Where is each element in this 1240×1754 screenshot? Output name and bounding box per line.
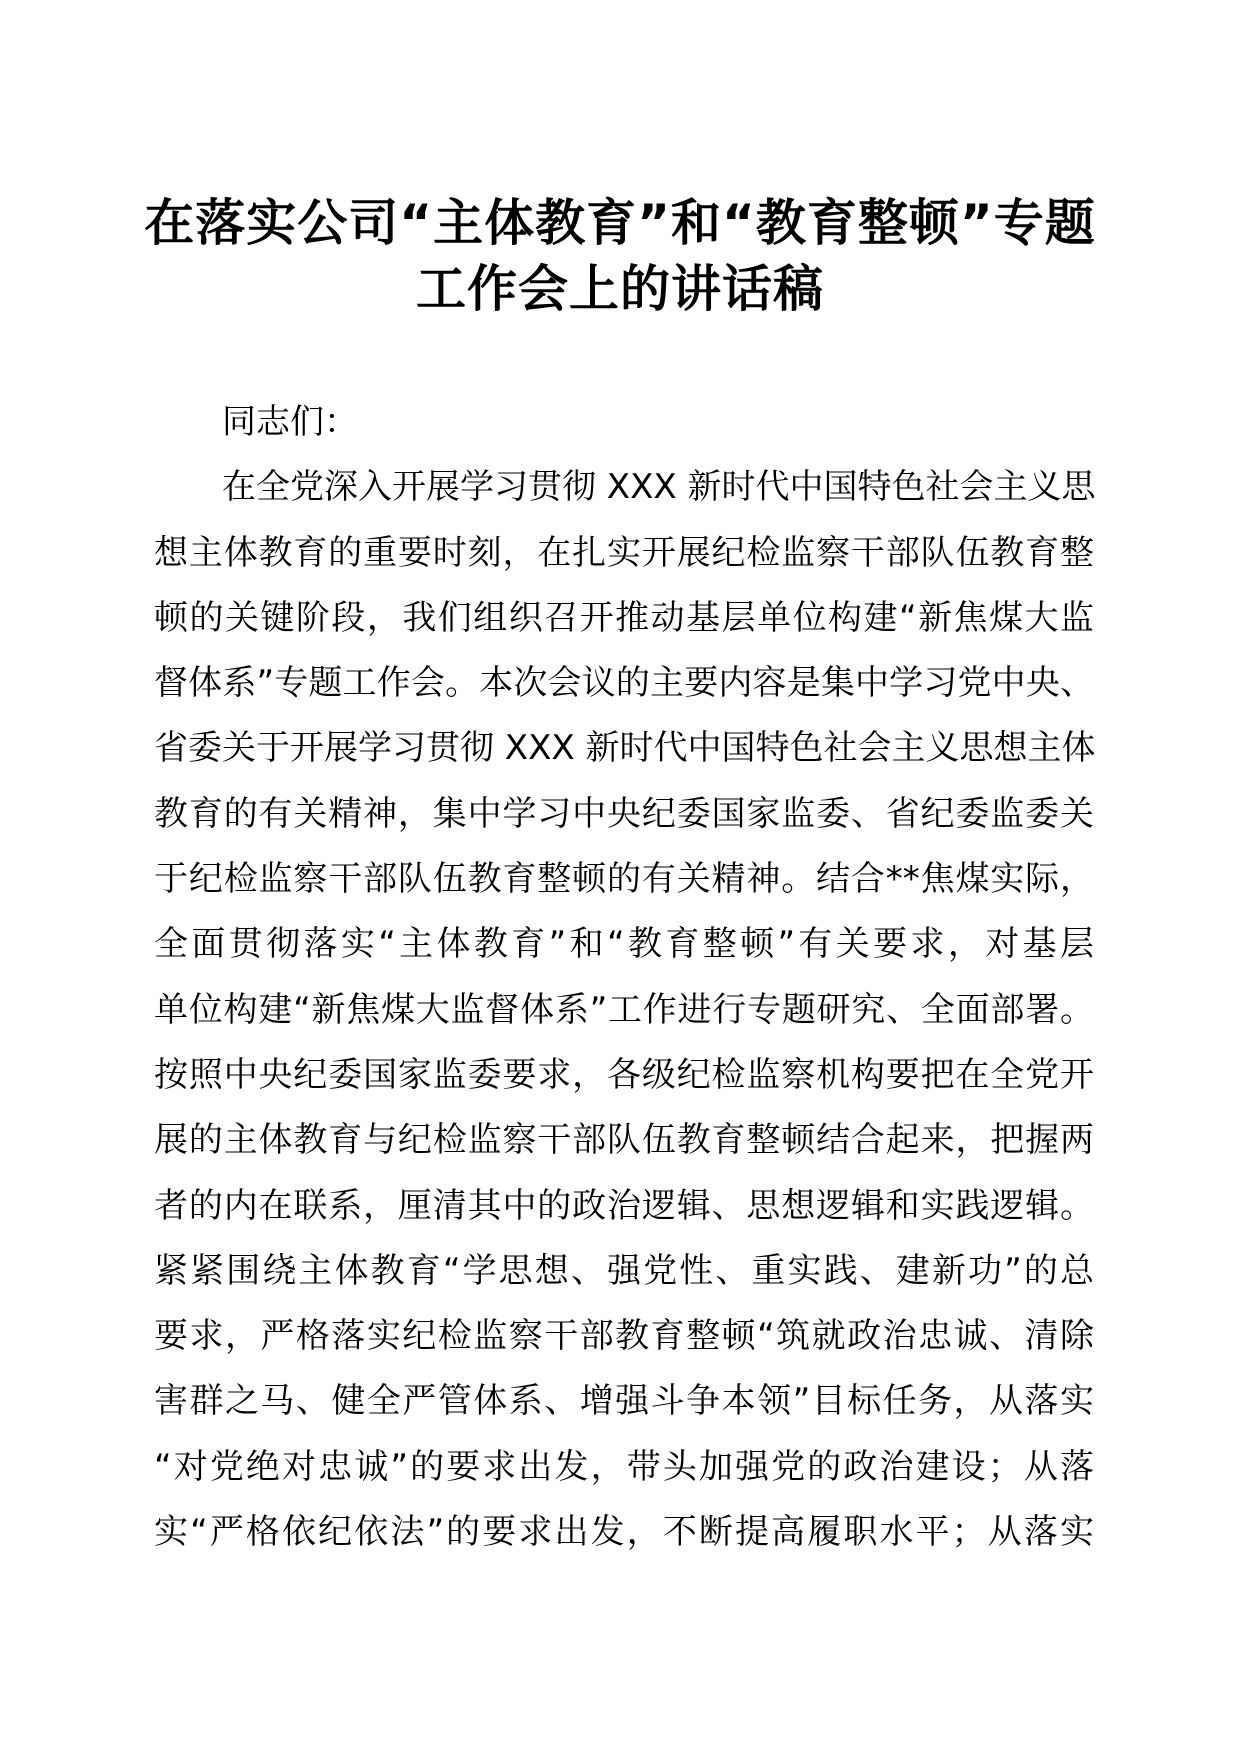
body-line: 单位构建“新焦煤大监督体系”工作进行专题研究、全面部署。 xyxy=(154,989,1094,1030)
body-line: 害群之马、健全严管体系、增强斗争本领”目标任务，从落实 xyxy=(154,1381,1094,1422)
body-line: 紧紧围绕主体教育“学思想、强党性、重实践、建新功”的总 xyxy=(154,1250,1094,1291)
body-line: 于纪检监察干部队伍教育整顿的有关精神。结合**焦煤实际， xyxy=(154,859,1094,900)
document-body xyxy=(154,390,1094,1565)
body-line: “对党绝对忠诚”的要求出发，带头加强党的政治建设；从落 xyxy=(154,1446,1094,1487)
body-line: 全面贯彻落实“主体教育”和“教育整顿”有关要求，对基层 xyxy=(154,924,1094,965)
body-line: 省委关于开展学习贯彻 XXX 新时代中国特色社会主义思想主体 xyxy=(154,728,1096,769)
title-line-1: 在落实公司“主体教育”和“教育整顿”专题 xyxy=(144,194,1096,252)
body-line: 在全党深入开展学习贯彻 XXX 新时代中国特色社会主义思 xyxy=(222,467,1096,508)
body-line: 想主体教育的重要时刻，在扎实开展纪检监察干部队伍教育整 xyxy=(154,532,1094,573)
body-line: 顿的关键阶段，我们组织召开推动基层单位构建“新焦煤大监 xyxy=(154,597,1094,638)
document-title xyxy=(140,190,1100,322)
body-line: 按照中央纪委国家监委要求，各级纪检监察机构要把在全党开 xyxy=(154,1054,1094,1095)
salutation: 同志们： xyxy=(222,402,358,442)
body-line: 教育的有关精神，集中学习中央纪委国家监委、省纪委监委关 xyxy=(154,793,1094,834)
body-line: 督体系”专题工作会。本次会议的主要内容是集中学习党中央、 xyxy=(154,663,1094,704)
body-line: 者的内在联系，厘清其中的政治逻辑、思想逻辑和实践逻辑。 xyxy=(154,1185,1094,1226)
body-line: 要求，严格落实纪检监察干部教育整顿“筑就政治忠诚、清除 xyxy=(154,1316,1094,1357)
body-line: 展的主体教育与纪检监察干部队伍教育整顿结合起来，把握两 xyxy=(154,1120,1094,1161)
body-line: 实“严格依纪依法”的要求出发，不断提高履职水平；从落实 xyxy=(154,1512,1094,1553)
title-line-2: 工作会上的讲话稿 xyxy=(416,260,824,318)
